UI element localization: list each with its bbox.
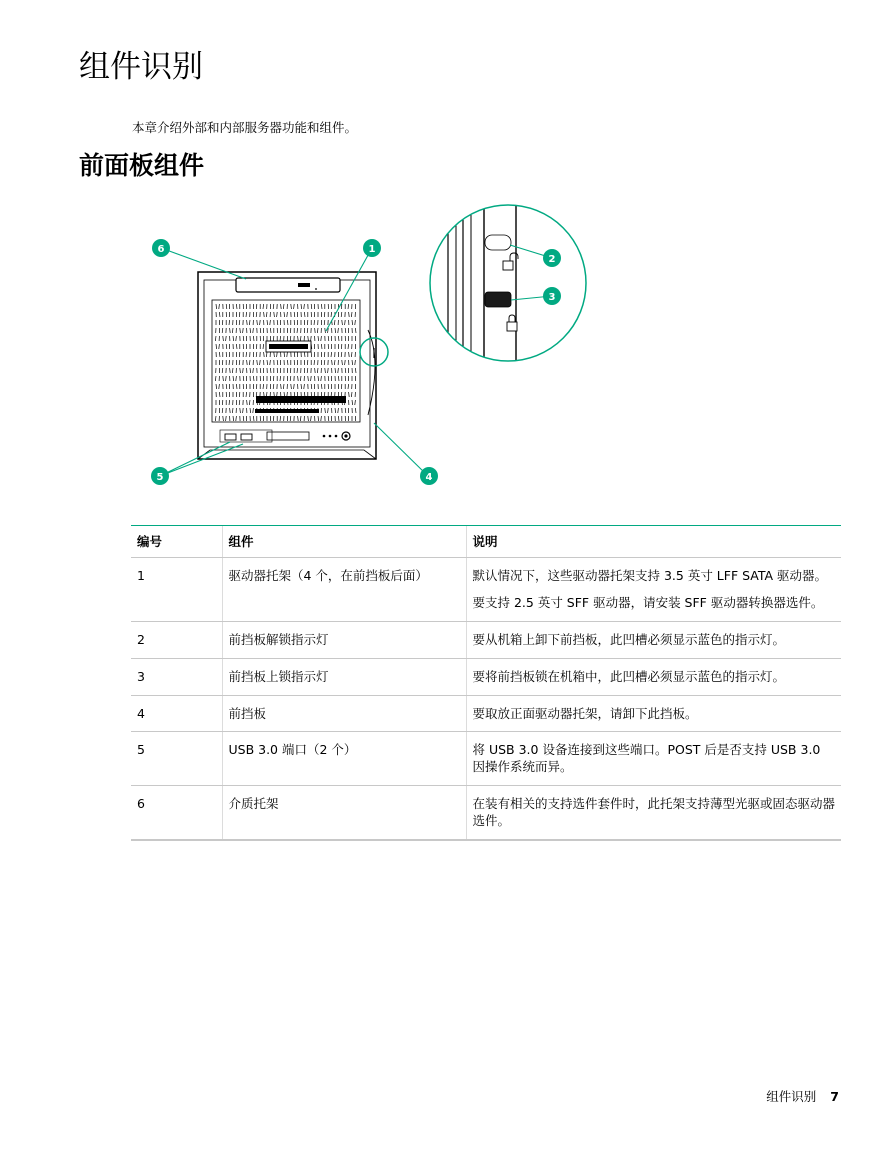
table-row — [131, 695, 841, 732]
front-panel-figure — [130, 200, 600, 500]
description-paragraph: 要支持 2.5 英寸 SFF 驱动器，请安装 SFF 驱动器转换器选件。 — [472, 594, 824, 610]
row-description — [466, 732, 841, 786]
row-component: USB 3.0 端口（2 个） — [222, 732, 466, 786]
front-panel-components-table — [131, 525, 841, 841]
intro-text: 本章介绍外部和内部服务器功能和组件。 — [132, 120, 358, 135]
callout-3 — [543, 287, 561, 305]
description-paragraph: 默认情况下，这些驱动器托架支持 3.5 英寸 LFF SATA 驱动器。 — [472, 568, 828, 583]
callout-6 — [152, 239, 170, 257]
table-header-row — [131, 526, 841, 558]
svg-text:6: 6 — [157, 244, 165, 255]
description-paragraph: 要将前挡板锁在机箱中，此凹槽必须显示蓝色的指示灯。 — [472, 668, 786, 684]
row-number: 4 — [131, 695, 222, 732]
page-number: 7 — [830, 1089, 839, 1104]
svg-text:3: 3 — [548, 292, 556, 303]
row-description — [466, 658, 841, 695]
svg-text:4: 4 — [425, 472, 433, 483]
row-number: 5 — [131, 732, 222, 786]
section-title: 前面板组件 — [79, 151, 205, 180]
row-description — [466, 558, 841, 622]
row-number: 6 — [131, 786, 222, 840]
row-component: 驱动器托架（4 个，在前挡板后面） — [222, 558, 466, 622]
zoom-detail — [430, 200, 590, 370]
callout-1 — [363, 239, 381, 257]
table-row — [131, 558, 841, 622]
description-paragraph: 将 USB 3.0 设备连接到这些端口。POST 后是否支持 USB 3.0 因操作系统而异。 — [472, 742, 821, 775]
row-number: 2 — [131, 621, 222, 658]
row-component: 介质托架 — [222, 786, 466, 840]
page-footer — [766, 1087, 839, 1105]
description-paragraph: 要从机箱上卸下前挡板，此凹槽必须显示蓝色的指示灯。 — [472, 631, 786, 647]
svg-text:2: 2 — [548, 254, 556, 265]
front-bezel — [212, 300, 360, 422]
row-component: 前挡板 — [222, 695, 466, 732]
page-title: 组件识别 — [79, 49, 203, 85]
description-paragraph: 要取放正面驱动器托架，请卸下此挡板。 — [472, 705, 698, 721]
callout-2 — [543, 249, 561, 267]
row-description — [466, 621, 841, 658]
svg-text:5: 5 — [156, 472, 164, 483]
row-description — [466, 786, 841, 840]
row-number: 1 — [131, 558, 222, 622]
footer-label: 组件识别 — [766, 1089, 817, 1104]
header-description: 说明 — [466, 526, 841, 558]
svg-text:1: 1 — [368, 244, 376, 255]
row-component: 前挡板上锁指示灯 — [222, 658, 466, 695]
row-component: 前挡板解锁指示灯 — [222, 621, 466, 658]
header-component: 组件 — [222, 526, 466, 558]
callout-4 — [420, 467, 438, 485]
header-number: 编号 — [131, 526, 222, 558]
media-bay — [236, 278, 340, 292]
table-row — [131, 621, 841, 658]
description-paragraph: 在装有相关的支持选件套件时，此托架支持薄型光驱或固态驱动器选件。 — [472, 796, 836, 828]
server-front-illustration — [130, 200, 600, 500]
row-number: 3 — [131, 658, 222, 695]
row-description — [466, 695, 841, 732]
callout-5 — [151, 467, 169, 485]
table-row — [131, 658, 841, 695]
table-row — [131, 786, 841, 840]
table-row — [131, 732, 841, 786]
